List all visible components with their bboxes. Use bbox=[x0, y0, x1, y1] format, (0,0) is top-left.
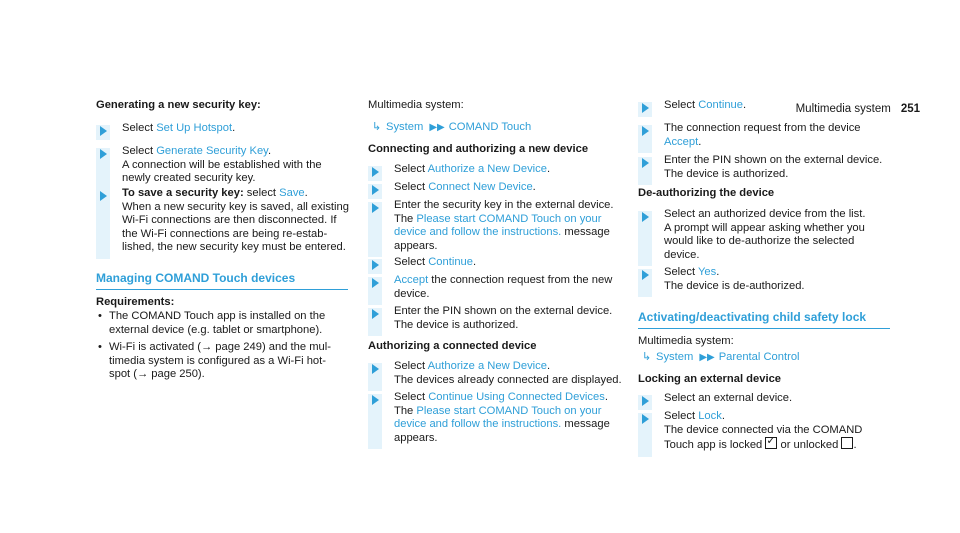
step-line: Select an external device. bbox=[664, 392, 793, 404]
step-suffix: . bbox=[721, 410, 725, 422]
step-line: A connection will be established with the bbox=[122, 158, 322, 171]
step-line: The devices already connected are displayed. bbox=[394, 373, 622, 386]
step-authorize-new bbox=[368, 163, 656, 177]
step-arrow-icon bbox=[368, 363, 382, 391]
page-number: 251 bbox=[900, 103, 920, 115]
step-line: lished, the new security key must be entered. bbox=[122, 241, 346, 254]
step-bold: To save a security key: bbox=[122, 187, 244, 199]
step-text: or unlocked bbox=[777, 439, 842, 452]
step-suffix: . bbox=[546, 163, 551, 175]
requirement-item bbox=[96, 310, 371, 337]
step-text: Select bbox=[394, 391, 429, 403]
step-arrow-icon bbox=[96, 190, 110, 259]
step-suffix: . bbox=[604, 391, 608, 403]
step-text: . bbox=[853, 439, 857, 452]
step-arrow-icon bbox=[638, 269, 652, 297]
step-line: The device is de-authorized. bbox=[664, 279, 805, 292]
step-authorize-connected bbox=[368, 360, 656, 387]
path-system[interactable]: System bbox=[386, 121, 424, 133]
step-text: Select bbox=[394, 163, 428, 175]
step-accept bbox=[368, 274, 656, 301]
step-line: The connection request from the device bbox=[664, 122, 861, 134]
double-chevron-icon: ▶▶ bbox=[429, 122, 445, 133]
path-intro: Multimedia system: bbox=[368, 99, 464, 111]
step-arrow-icon bbox=[638, 102, 652, 117]
heading-locking: Locking an external device bbox=[638, 373, 782, 385]
heading-authorize-connected: Authorizing a connected device bbox=[368, 340, 537, 352]
double-chevron-icon: ▶▶ bbox=[699, 352, 715, 363]
step-set-up-hotspot bbox=[96, 122, 384, 136]
step-line: The device connected via the COMAND bbox=[664, 423, 863, 436]
section-title-managing-devices: Managing COMAND Touch devices bbox=[96, 272, 348, 290]
step-suffix: . bbox=[743, 99, 747, 111]
step-text: message bbox=[561, 226, 610, 239]
link-generate-security-key[interactable]: Generate Security Key bbox=[156, 145, 268, 157]
link-authorize-new-device[interactable]: Authorize a New Device bbox=[427, 163, 547, 175]
step-arrow-icon bbox=[638, 211, 652, 266]
step-line: appears. bbox=[394, 431, 438, 444]
step-text: the connection request from the new bbox=[428, 274, 613, 286]
step-text: The bbox=[394, 404, 417, 417]
req-line: • Wi-Fi is activated (→ page 249) and the mul- bbox=[109, 341, 331, 353]
step-arrow-icon bbox=[368, 166, 382, 181]
step-line: The device is authorized. bbox=[394, 318, 519, 331]
step-arrow-icon bbox=[96, 148, 110, 190]
step-line: When a new security key is saved, all existing bbox=[122, 200, 349, 213]
checked-box-icon bbox=[765, 437, 777, 449]
step-arrow-icon bbox=[368, 202, 382, 257]
req-line: spot (→ page 250). bbox=[109, 368, 205, 381]
path-parental-control[interactable]: Parental Control bbox=[718, 351, 800, 363]
step-arrow-icon bbox=[638, 413, 652, 457]
step-suffix: . bbox=[546, 360, 551, 372]
link-yes[interactable]: Yes bbox=[698, 266, 717, 278]
message-text: Please start COMAND Touch on your bbox=[416, 212, 602, 225]
step-enter-key bbox=[368, 199, 656, 253]
step-arrow-icon bbox=[96, 125, 110, 140]
step-text: Select bbox=[394, 181, 429, 193]
unchecked-box-icon bbox=[841, 437, 853, 449]
link-authorize-new-device-2[interactable]: Authorize a New Device bbox=[427, 360, 547, 372]
step-line: the Wi-Fi connections are being re-estab- bbox=[122, 227, 328, 240]
link-accept[interactable]: Accept bbox=[394, 274, 429, 286]
step-arrow-icon bbox=[368, 259, 382, 274]
step-arrow-icon bbox=[638, 157, 652, 185]
step-text: The bbox=[394, 212, 417, 225]
step-text: Select bbox=[394, 360, 428, 372]
link-set-up-hotspot[interactable]: Set Up Hotspot bbox=[156, 122, 233, 134]
req-line: • The COMAND Touch app is installed on the bbox=[109, 310, 326, 322]
link-save[interactable]: Save bbox=[279, 187, 305, 199]
link-continue-2[interactable]: Continue bbox=[698, 99, 743, 111]
message-text: device and follow the instructions. bbox=[394, 418, 562, 431]
message-text: device and follow the instructions. bbox=[394, 226, 562, 239]
step-continue-2 bbox=[638, 99, 926, 113]
step-accept-2 bbox=[638, 122, 926, 149]
heading-deauthorize: De-authorizing the device bbox=[638, 187, 775, 199]
step-line: appears. bbox=[394, 239, 438, 252]
step-select-authorized-device bbox=[638, 208, 926, 262]
step-text: Select bbox=[664, 410, 699, 422]
step-continue bbox=[368, 256, 656, 270]
step-text: Select bbox=[664, 266, 698, 278]
step-suffix: . bbox=[232, 122, 236, 134]
step-suffix: . bbox=[716, 266, 720, 278]
path-arrow-icon: ↳ bbox=[372, 121, 382, 133]
step-arrow-icon bbox=[638, 395, 652, 410]
step-arrow-icon bbox=[638, 125, 652, 153]
message-text: Please start COMAND Touch on your bbox=[416, 404, 602, 417]
step-arrow-icon bbox=[368, 184, 382, 199]
step-text: Select bbox=[394, 256, 429, 268]
step-line: Select an authorized device from the list. bbox=[664, 208, 866, 220]
step-line: Enter the PIN shown on the external device. bbox=[664, 154, 883, 166]
link-connect-new-device[interactable]: Connect New Device bbox=[428, 181, 533, 193]
link-lock[interactable]: Lock bbox=[698, 410, 722, 422]
step-select-external bbox=[638, 392, 926, 406]
link-accept-2[interactable]: Accept bbox=[664, 135, 699, 148]
requirements-heading: Requirements: bbox=[96, 296, 175, 308]
step-text: select bbox=[243, 187, 280, 199]
step-suffix: . bbox=[698, 135, 702, 148]
step-suffix: . bbox=[473, 256, 477, 268]
step-line: newly created security key. bbox=[122, 172, 256, 185]
step-continue-connected bbox=[368, 391, 656, 445]
path-system-2[interactable]: System bbox=[656, 351, 694, 363]
step-lock bbox=[638, 410, 926, 453]
link-continue[interactable]: Continue bbox=[428, 256, 473, 268]
step-generate-security-key bbox=[96, 145, 384, 186]
step-enter-pin bbox=[368, 305, 656, 332]
req-line: timedia system is configured as a Wi-Fi hot- bbox=[109, 354, 326, 367]
step-line: A prompt will appear asking whether you bbox=[664, 221, 865, 234]
step-line: Enter the PIN shown on the external device. bbox=[394, 305, 613, 317]
path-comand-touch[interactable]: COMAND Touch bbox=[448, 121, 532, 133]
step-suffix: . bbox=[304, 187, 308, 199]
step-line: would like to de-authorize the selected bbox=[664, 235, 855, 248]
link-continue-using-connected[interactable]: Continue Using Connected Devices bbox=[428, 391, 605, 403]
step-line: device. bbox=[394, 287, 430, 300]
header-section: Multimedia system bbox=[795, 103, 891, 115]
step-text: Select bbox=[122, 145, 157, 157]
step-line: Wi-Fi connections are then disconnected. If bbox=[122, 214, 337, 227]
step-text: message bbox=[561, 418, 610, 431]
heading-connect-new: Connecting and authorizing a new device bbox=[368, 143, 589, 155]
heading-generate-key: Generating a new security key: bbox=[96, 99, 261, 111]
step-arrow-icon bbox=[368, 394, 382, 449]
section-title-child-lock: Activating/deactivating child safety lock bbox=[638, 311, 890, 329]
step-line: Enter the security key in the external device. bbox=[394, 199, 614, 211]
step-connect-new bbox=[368, 181, 656, 195]
menu-path bbox=[368, 121, 531, 135]
step-text: Select bbox=[664, 99, 699, 111]
step-suffix: . bbox=[532, 181, 536, 193]
step-yes bbox=[638, 266, 926, 293]
step-save-security-key bbox=[96, 187, 384, 255]
path-arrow-icon: ↳ bbox=[642, 351, 652, 363]
step-line: The device is authorized. bbox=[664, 167, 789, 180]
req-line: external device (e.g. tablet or smartphone). bbox=[109, 323, 323, 336]
step-arrow-icon bbox=[368, 277, 382, 305]
step-line: device. bbox=[664, 248, 700, 261]
path-intro-2: Multimedia system: bbox=[638, 335, 734, 347]
step-text: Touch app is locked bbox=[664, 439, 766, 452]
menu-path-2 bbox=[638, 351, 800, 365]
step-enter-pin-2 bbox=[638, 154, 926, 181]
step-suffix: . bbox=[267, 145, 272, 157]
requirement-item bbox=[96, 341, 371, 382]
step-arrow-icon bbox=[368, 308, 382, 336]
step-text: Select bbox=[122, 122, 157, 134]
